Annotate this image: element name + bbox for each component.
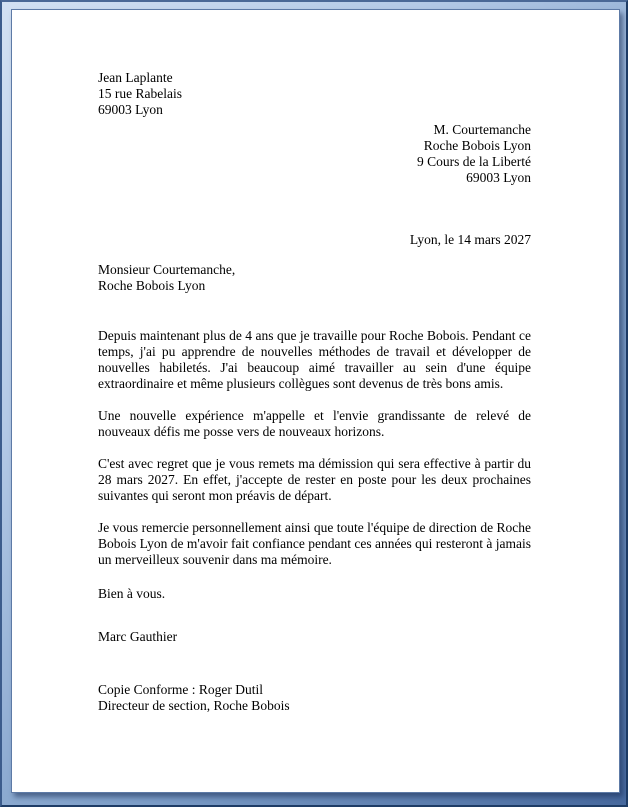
- salutation-name: Monsieur Courtemanche,: [98, 262, 236, 277]
- sender-block: [98, 70, 531, 118]
- recipient-company: Roche Bobois Lyon: [423, 138, 531, 153]
- sender-street: 15 rue Rabelais: [98, 86, 182, 101]
- cc-line-name: Copie Conforme : Roger Dutil: [98, 682, 263, 697]
- closing-line: Bien à vous.: [98, 586, 166, 601]
- cc-line-title: Directeur de section, Roche Bobois: [98, 698, 290, 713]
- salutation-block: [98, 262, 531, 294]
- date-line: Lyon, le 14 mars 2027: [409, 232, 531, 247]
- body-paragraph-4: Je vous remercie personnellement ainsi que toute l'équipe de direction de Roche Bobois Lyon de m'avoir fait confiance pendant ces années qui resteront à jamais un merveilleux souvenir dans ma mémoire.: [98, 520, 531, 567]
- recipient-street: 9 Cours de la Liberté: [417, 154, 531, 169]
- body-paragraph-2: Une nouvelle expérience m'appelle et l'envie grandissante de relevé de nouveaux défis me posse vers de nouveaux horizons.: [98, 408, 531, 439]
- sender-city: 69003 Lyon: [98, 102, 163, 117]
- salutation-company: Roche Bobois Lyon: [98, 278, 206, 293]
- sender-name: Jean Laplante: [98, 70, 173, 85]
- recipient-city: 69003 Lyon: [466, 170, 531, 185]
- cc-block: [98, 682, 531, 714]
- body-paragraph-3: C'est avec regret que je vous remets ma démission qui sera effective à partir du 28 mars 2027. En effet, j'accepte de rester en poste pour les deux prochaines suivantes qui seront mon préavis de départ.: [98, 456, 531, 503]
- letter-page: [11, 9, 620, 793]
- signature-name: Marc Gauthier: [98, 629, 178, 644]
- body-paragraph-1: Depuis maintenant plus de 4 ans que je travaille pour Roche Bobois. Pendant ce temps, j'ai pu apprendre de nouvelles méthodes de travail et développer de nouvelles habiletés. J'ai beaucoup aimé travailler au sein d'une équipe extraordinaire et même plusieurs collègues sont devenus de très bons amis.: [98, 328, 531, 391]
- recipient-block: [98, 122, 531, 186]
- recipient-name: M. Courtemanche: [433, 122, 531, 137]
